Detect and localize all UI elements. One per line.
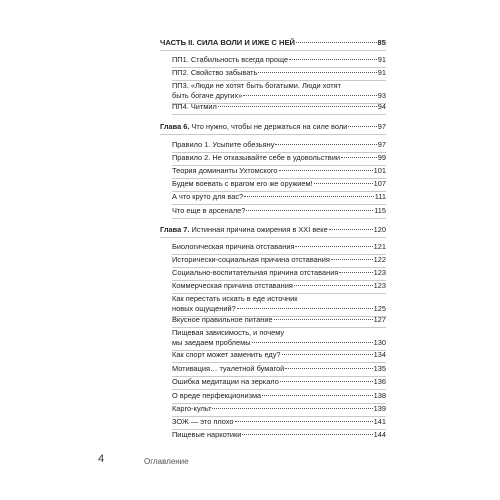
toc-entry-title: Что еще в арсенале? xyxy=(172,206,246,215)
leader-dots xyxy=(341,157,377,158)
leader-dots xyxy=(282,354,373,355)
toc-entry-page: 134 xyxy=(373,350,386,359)
toc-entry-title: Биологическая причина отставания xyxy=(172,242,295,251)
toc-entry-s10[interactable] xyxy=(172,377,386,390)
leader-dots xyxy=(237,308,373,309)
toc-entry-page: 97 xyxy=(377,140,386,149)
toc-entry-page: 111 xyxy=(374,192,386,201)
divider xyxy=(172,218,386,219)
leader-dots xyxy=(275,144,376,145)
divider xyxy=(172,114,386,115)
leader-dots xyxy=(246,210,373,211)
toc-entry-title: ПП3. «Люди не хотят быть богатыми. Люди хотят xyxy=(172,81,342,90)
toc-entry-page: 141 xyxy=(373,417,386,426)
toc-entry-r4[interactable] xyxy=(172,179,386,192)
toc-entry-page: 130 xyxy=(373,338,386,347)
toc-entry-page: 139 xyxy=(373,404,386,413)
chapter-label: Глава 6. xyxy=(160,122,190,131)
toc-entry-page: 135 xyxy=(373,364,386,373)
toc-entry-title: ЗОЖ — это плохо xyxy=(172,417,234,426)
leader-dots xyxy=(218,106,377,107)
toc-entry-pp2[interactable] xyxy=(172,68,386,81)
leader-dots xyxy=(339,272,372,273)
leader-dots xyxy=(258,72,376,73)
chapter-label: Глава 7. xyxy=(160,225,190,234)
toc-entry-s7[interactable] xyxy=(172,328,386,351)
toc-entry-title: ЧАСТЬ II. СИЛА ВОЛИ И ИЖЕ С НЕЙ xyxy=(160,38,296,47)
toc-entry-s9[interactable] xyxy=(172,364,386,377)
toc-entry-title-cont: новых ощущений? xyxy=(172,304,236,313)
divider xyxy=(160,134,386,135)
toc-entry-title: Как спорт может заменить еду? xyxy=(172,350,281,359)
toc-entry-s4[interactable] xyxy=(172,281,386,294)
toc-entry-title: Карго-культ xyxy=(172,404,212,413)
toc-entry-page: 91 xyxy=(377,55,386,64)
toc-entry-s8[interactable] xyxy=(172,350,386,363)
leader-dots xyxy=(244,196,374,197)
toc-entry-title: ПП2. Свойство забывать xyxy=(172,68,258,77)
leader-dots xyxy=(348,126,377,127)
leader-dots xyxy=(285,368,372,369)
toc-entry-title: Правило 1. Усыпите обезьяну xyxy=(172,140,275,149)
toc-entry-page: 123 xyxy=(373,281,386,290)
leader-dots xyxy=(314,183,373,184)
leader-dots xyxy=(235,421,373,422)
toc-entry-title-cont: быть богаче других» xyxy=(172,91,243,100)
toc-entry-r2[interactable] xyxy=(172,153,386,166)
leader-dots xyxy=(212,408,372,409)
toc-entry-page: 101 xyxy=(373,166,386,175)
toc-entry-s13[interactable] xyxy=(172,417,386,430)
toc-part-2[interactable] xyxy=(160,38,386,51)
toc-entry-s3[interactable] xyxy=(172,268,386,281)
leader-dots xyxy=(279,170,373,171)
toc-entry-page: 97 xyxy=(377,122,386,131)
toc-entry-pp1[interactable] xyxy=(172,55,386,68)
toc-entry-r1[interactable] xyxy=(172,140,386,153)
divider xyxy=(172,204,386,205)
toc-entry-title: Мотивация… туалетной бумагой xyxy=(172,364,285,373)
toc-entry-title: Теория доминанты Ухтомского xyxy=(172,166,278,175)
toc-entry-s11[interactable] xyxy=(172,391,386,404)
leader-dots xyxy=(280,381,373,382)
toc-entry-title: Вкусное правильное питание xyxy=(172,315,273,324)
toc-entry-title: Правило 2. Не отказывайте себе в удовольствии xyxy=(172,153,340,162)
toc-entry-title-cont: мы заедаем проблемы xyxy=(172,338,251,347)
toc-entry-page: 125 xyxy=(373,304,386,313)
toc-entry-title: Пищевые наркотики xyxy=(172,430,242,439)
toc-entry-page: 107 xyxy=(373,179,386,188)
leader-dots xyxy=(242,434,372,435)
divider xyxy=(160,50,386,51)
toc-chapter-6[interactable] xyxy=(160,122,386,135)
toc-entry-pp4[interactable] xyxy=(172,102,386,115)
toc-entry-page: 115 xyxy=(374,206,386,215)
toc-entry-page: 93 xyxy=(377,91,386,100)
leader-dots xyxy=(289,59,377,60)
toc-entry-title: А что круто для вас? xyxy=(172,192,244,201)
toc-entry-s12[interactable] xyxy=(172,404,386,417)
toc-entry-s6[interactable] xyxy=(172,315,386,328)
toc-entry-title: Коммерческая причина отставания xyxy=(172,281,293,290)
toc-entry-title: Будем воевать с врагом его же оружием! xyxy=(172,179,313,188)
toc-entry-title: Истинная причина ожирения в XXI веке xyxy=(191,225,328,234)
divider xyxy=(172,389,386,390)
toc-entry-page: 122 xyxy=(373,255,386,264)
leader-dots xyxy=(294,285,373,286)
toc-entry-page: 120 xyxy=(373,225,386,234)
leader-dots xyxy=(262,395,372,396)
toc-entry-title: ПП4. Читмил xyxy=(172,102,217,111)
toc-entry-s14[interactable] xyxy=(172,430,386,440)
toc-entry-title: Как перестать искать в еде источник xyxy=(172,294,298,303)
leader-dots xyxy=(252,342,373,343)
leader-dots xyxy=(329,229,373,230)
toc-entry-r5[interactable] xyxy=(172,192,386,205)
toc-entry-title: Социально-воспитательная причина отставания xyxy=(172,268,339,277)
toc-entry-title: О вреде перфекционизма xyxy=(172,391,262,400)
divider xyxy=(160,237,386,238)
toc-entry-s1[interactable] xyxy=(172,242,386,255)
toc-entry-title: ПП1. Стабильность всегда проще xyxy=(172,55,289,64)
toc-entry-page: 138 xyxy=(373,391,386,400)
toc-entry-page: 94 xyxy=(377,102,386,111)
toc-entry-title: Ошибка медитации на зеркало xyxy=(172,377,279,386)
toc-entry-page: 123 xyxy=(373,268,386,277)
leader-dots xyxy=(243,95,376,96)
leader-dots xyxy=(331,259,373,260)
toc-entry-page: 144 xyxy=(373,430,386,439)
toc-entry-page: 127 xyxy=(373,315,386,324)
toc-entry-page: 121 xyxy=(373,242,386,251)
toc-entry-title: Пищевая зависимость, и почему xyxy=(172,328,285,337)
leader-dots xyxy=(274,319,373,320)
leader-dots xyxy=(296,42,377,43)
footer-page-number: 4 xyxy=(98,453,105,465)
divider xyxy=(172,362,386,363)
toc-entry-page: 99 xyxy=(377,153,386,162)
toc-entry-page: 136 xyxy=(373,377,386,386)
toc-entry-s5[interactable] xyxy=(172,294,386,317)
toc-entry-r6[interactable] xyxy=(172,206,386,219)
toc-chapter-7[interactable] xyxy=(160,225,386,238)
toc-entry-page: 91 xyxy=(377,68,386,77)
toc-entry-r3[interactable] xyxy=(172,166,386,179)
toc-entry-pp3[interactable] xyxy=(172,81,386,104)
leader-dots xyxy=(295,246,372,247)
toc-entry-page: 85 xyxy=(377,38,386,47)
toc-entry-title: Исторически-социальная причина отставания xyxy=(172,255,330,264)
toc-entry-title: Что нужно, чтобы не держаться на силе воли xyxy=(191,122,348,131)
footer-section-name: Оглавление xyxy=(144,457,189,466)
toc-entry-s2[interactable] xyxy=(172,255,386,268)
